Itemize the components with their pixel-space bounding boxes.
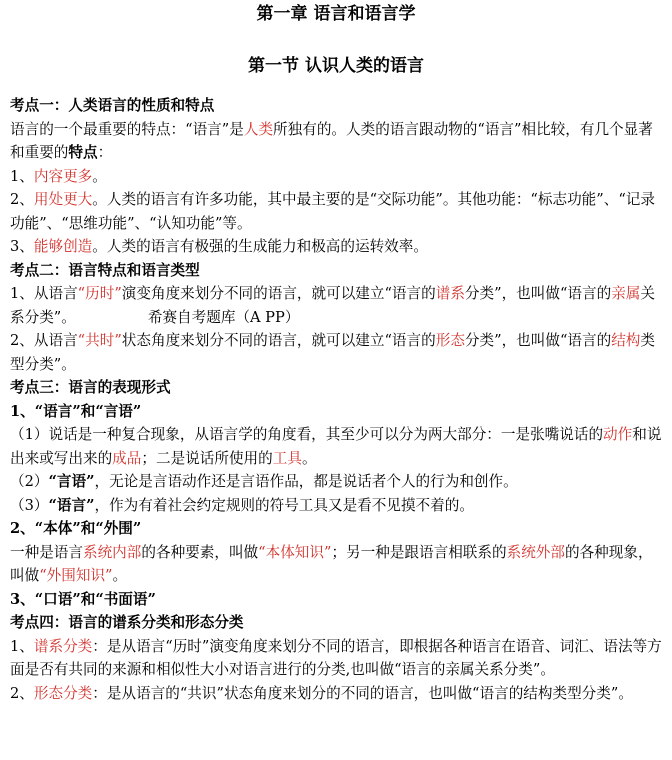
section-title: 第一节 认识人类的语言 [248, 56, 424, 76]
k1-heading: 考点一：人类语言的性质和特点 [10, 97, 215, 114]
k2-item-2: 2、从语言“共时”状态角度来划分不同的语言，就可以建立“语言的形态分类”，也叫做“语言的结构类型分类”。 [10, 332, 656, 373]
k1-item-1: 1、内容更多。 [10, 167, 107, 185]
k4-item-1: 1、谱系分类：是从语言“历时”演变角度来划分不同的语言，即根据各种语言在语音、词汇、语法等方面是否有共同的来源和相似性大小对语言进行的分类,也叫做“语言的亲属关系分类”。 [10, 637, 662, 678]
k3-sub2-para: 一种是语言系统内部的各种要素，叫做“本体知识”；另一种是跟语言相联系的系统外部的各种现象，叫做“外围知识”。 [10, 543, 653, 584]
watermark-note: 希赛自考题库（A PP） [147, 308, 300, 326]
k4-heading: 考点四：语言的谱系分类和形态分类 [10, 614, 244, 631]
k1-item-3: 3、能够创造。人类的语言有极强的生成能力和极高的运转效率。 [10, 238, 428, 255]
k4-item-2: 2、形态分类：是从语言的“共识”状态角度来划分的不同的语言，也叫做“语言的结构类型分类”。 [10, 684, 633, 702]
k1-item-2: 2、用处更大。人类的语言有许多功能，其中最主要的是“交际功能”。其他功能：“标志功能”、“记录功能”、“思维功能”、“认知功能”等。 [10, 191, 655, 232]
k3-sub1-heading: 1、“语言”和“言语” [10, 402, 142, 420]
k3-sub1-para-1: （1）说话是一种复合现象，从语言学的角度看，其至少可以分为两大部分：一是张嘴说话的动作和说出来或写出来的成品；二是说话所使用的工具。 [10, 426, 662, 467]
k3-sub1-para-2: （2）“言语”，无论是言语动作还是言语作品，都是说话者个人的行为和创作。 [10, 473, 518, 490]
chapter-title: 第一章 语言和语言学 [256, 4, 416, 24]
k3-heading: 考点三：语言的表现形式 [10, 379, 171, 396]
k3-sub3-heading: 3、“口语”和“书面语” [10, 590, 156, 608]
k1-intro: 语言的一个最重要的特点：“语言”是人类所独有的。人类的语言跟动物的“语言”相比较，有几个显著和重要的特点： [10, 120, 653, 161]
k2-heading: 考点二：语言特点和语言类型 [10, 261, 200, 279]
k2-item-1: 1、从语言“历时”演变角度来划分不同的语言，就可以建立“语言的谱系分类”，也叫做“语言的亲属关系分类”。 希赛自考题库（A PP） [10, 285, 656, 326]
k3-sub2-heading: 2、“本体”和“外围” [10, 520, 142, 537]
k3-sub1-para-3: （3）“语言”，作为有着社会约定规则的符号工具又是看不见摸不着的。 [10, 496, 474, 514]
